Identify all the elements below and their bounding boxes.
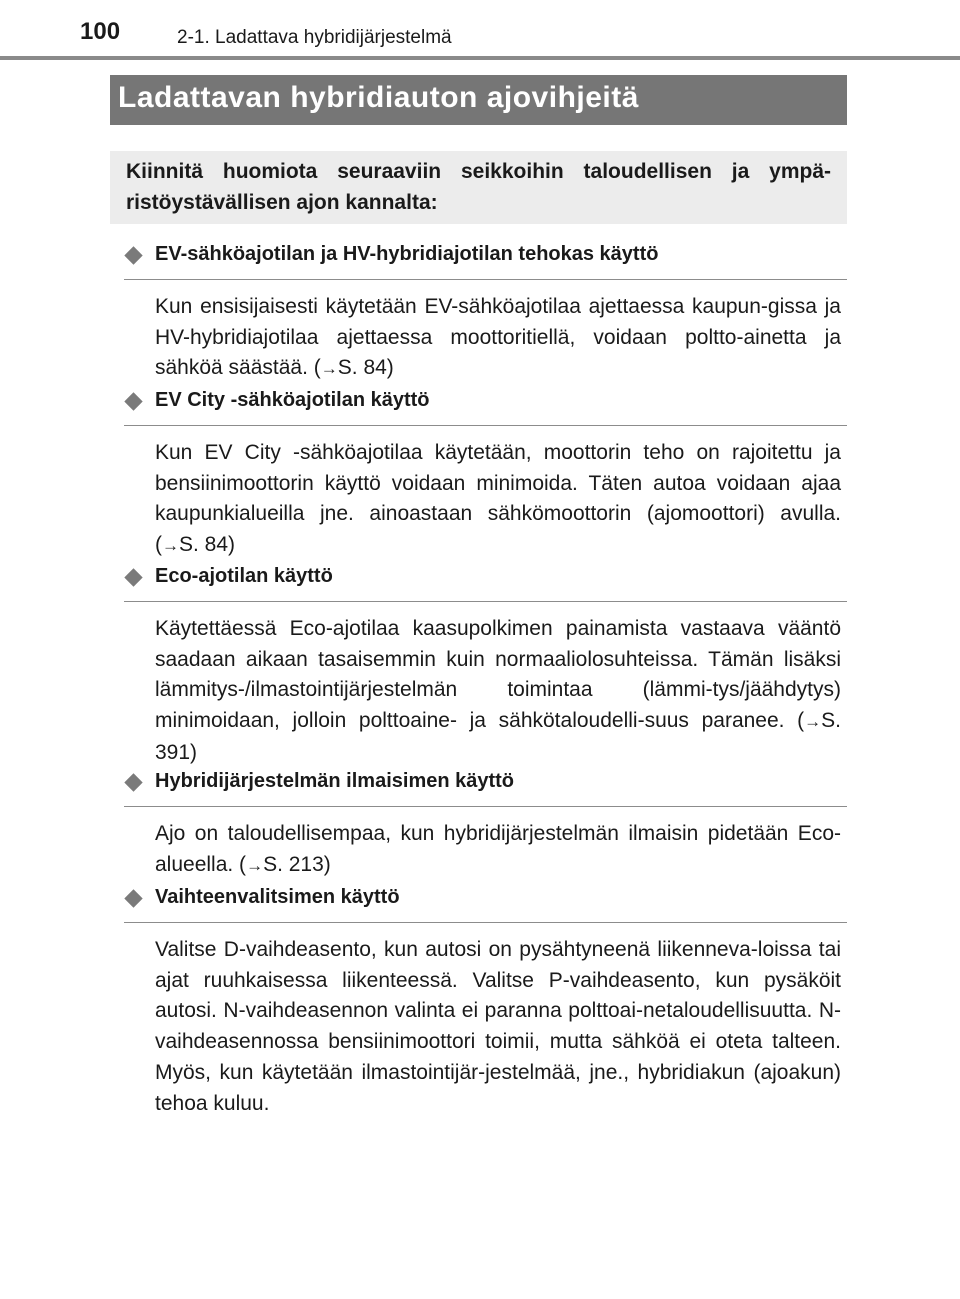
diamond-bullet-icon bbox=[124, 889, 142, 907]
section-body bbox=[155, 438, 841, 562]
page-reference-link[interactable]: S. 213) bbox=[263, 852, 331, 876]
diamond-bullet-icon bbox=[124, 773, 142, 791]
section-heading bbox=[124, 770, 847, 807]
page-reference-link[interactable]: S. 84) bbox=[337, 356, 394, 380]
tip-section-ev-city bbox=[124, 389, 847, 562]
section-heading bbox=[124, 243, 847, 280]
arrow-right-icon: → bbox=[246, 855, 264, 875]
body-text: Ajo on taloudellisempaa, kun hybridijärjestelmän ilmaisin pidetään Eco-alueella. ( bbox=[155, 822, 841, 876]
page-reference-link[interactable]: S. 391) bbox=[155, 709, 841, 764]
diamond-bullet-icon bbox=[124, 568, 142, 586]
arrow-right-icon: → bbox=[804, 712, 822, 732]
section-title: EV City -sähköajotilan käyttö bbox=[155, 389, 430, 411]
intro-box bbox=[110, 151, 847, 224]
section-body bbox=[155, 292, 841, 385]
chapter-title: 2-1. Ladattava hybridijärjestelmä bbox=[177, 27, 452, 48]
section-heading bbox=[124, 389, 847, 426]
tip-section-shift-lever bbox=[124, 886, 847, 1119]
body-text: Kun EV City -sähköajotilaa käytetään, moottorin teho on rajoitettu ja bensiinimoottorin käyttö voidaan minimoida. Täten autoa voidaan ajaa kaupunkialueilla jne. ainoastaan sähkömoottorin (ajomoottori) avulla. ( bbox=[155, 441, 841, 557]
section-title-band bbox=[110, 75, 847, 125]
body-text: Kun ensisijaisesti käytetään EV-sähköajotilaa ajettaessa kaupun-gissa ja HV-hybridiajotilaa ajettaessa moottoritiellä, voidaan poltto-ainetta ja sähköä säästää. ( bbox=[155, 295, 841, 380]
section-body bbox=[155, 614, 841, 769]
page-header bbox=[0, 0, 960, 62]
page-title: Ladattavan hybridiauton ajovihjeitä bbox=[118, 81, 639, 114]
tip-section-eco bbox=[124, 565, 847, 769]
page-reference-link[interactable]: S. 84) bbox=[179, 533, 236, 557]
diamond-bullet-icon bbox=[124, 246, 142, 264]
section-title: Hybridijärjestelmän ilmaisimen käyttö bbox=[155, 770, 515, 792]
body-text: Käytettäessä Eco-ajotilaa kaasupolkimen painamista vastaava vääntö saadaan aikaan tasaisemmin kuin normaaliolosuhteissa. Tämän lisäksi lämmitys-/ilmastointijärjestelmän toimintaa (lämmi-tys/jäähdytys) minimoidaan, jolloin polttoaine- ja sähkötaloudelli-suus paranee. ( bbox=[155, 617, 841, 733]
tip-section-ev-hv bbox=[124, 243, 847, 385]
section-title: Vaihteenvalitsimen käyttö bbox=[155, 886, 400, 908]
header-divider bbox=[0, 56, 960, 60]
section-title: EV-sähköajotilan ja HV-hybridiajotilan tehokas käyttö bbox=[155, 243, 659, 265]
body-text: Valitse D-vaihdeasento, kun autosi on pysähtyneenä liikenneva-loissa tai ajat ruuhkaisessa liikenteessä. Valitse P-vaihdeasento, kun pysäköit autosi. N-vaihdeasennon valinta ei paranna polttoai-netaloudellisuutta. N-vaihdeasennossa bensiinimoottori toimii, mutta sähköä ei oteta talteen. Myös, kun käytetään ilmastointijär-jestelmää, jne., hybridiakun (ajoakun) tehoa kuluu. bbox=[155, 938, 841, 1115]
intro-text: Kiinnitä huomiota seuraaviin seikkoihin taloudellisen ja ympä-ristöystävällisen ajon kannalta: bbox=[126, 160, 831, 214]
diamond-bullet-icon bbox=[124, 392, 142, 410]
arrow-right-icon: → bbox=[320, 359, 338, 379]
arrow-right-icon: → bbox=[162, 536, 179, 556]
section-title: Eco-ajotilan käyttö bbox=[155, 565, 333, 587]
section-body bbox=[155, 819, 841, 881]
tip-section-hybrid-indicator bbox=[124, 770, 847, 881]
section-body bbox=[155, 935, 841, 1119]
section-heading bbox=[124, 565, 847, 602]
page-number: 100 bbox=[80, 18, 121, 45]
section-heading bbox=[124, 886, 847, 923]
